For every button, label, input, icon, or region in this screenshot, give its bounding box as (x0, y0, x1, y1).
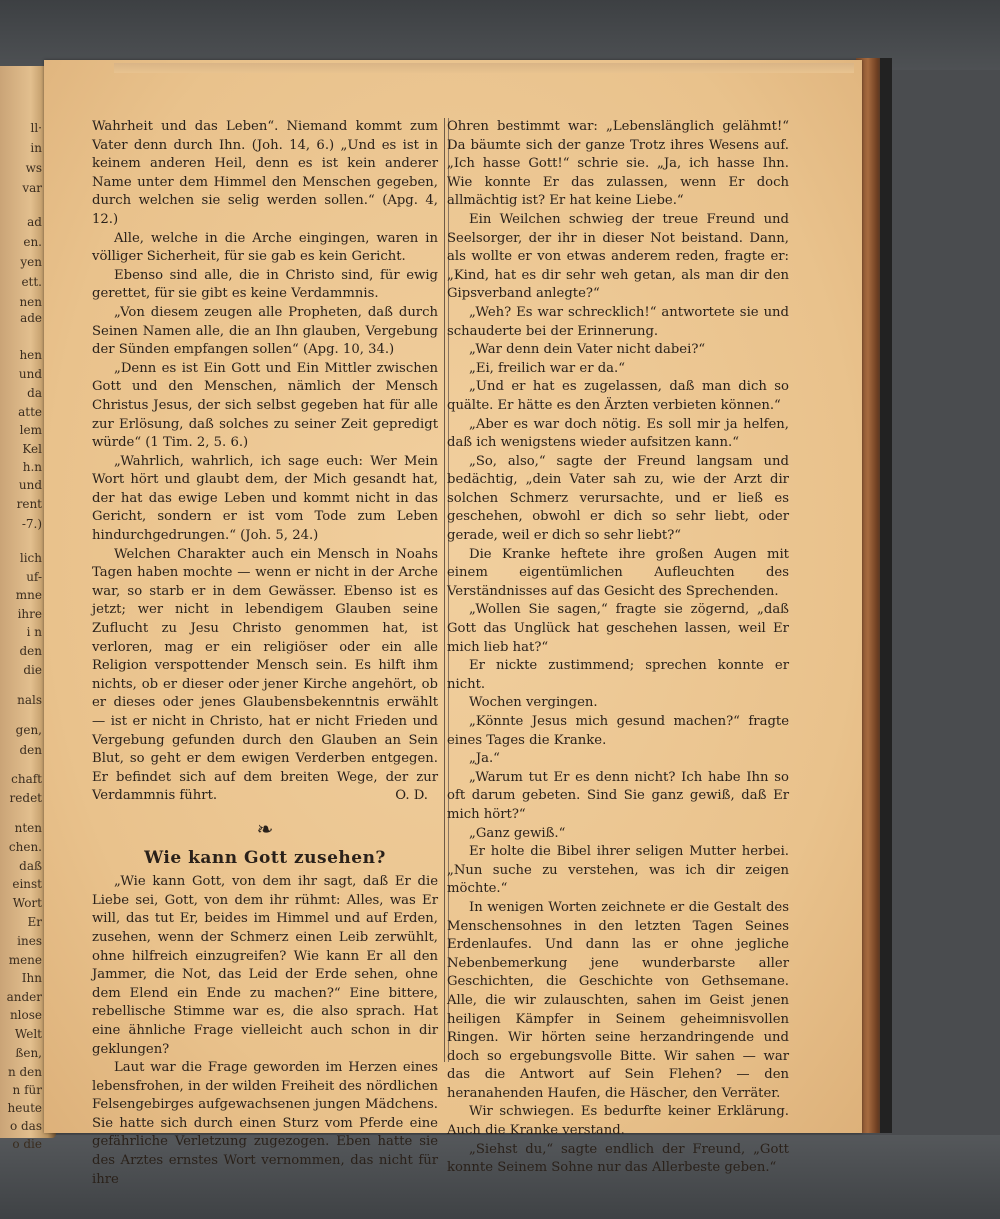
previous-page-text-fragment: daß (19, 859, 42, 873)
previous-page-text-fragment: da (27, 386, 42, 400)
previous-page-text-fragment: und (18, 478, 42, 492)
paragraph: „Ganz gewiß.“ (469, 825, 566, 841)
previous-page-text-fragment: chaft (11, 772, 42, 786)
paragraph: „So, also,“ sagte der Freund langsam und bedächtig, „dein Vater sah zu, wie der Arzt dir solchen Schmerz verursachte, und er ließ es geschehen, obwohl er dich so sehr liebt, oder gerade, weil er dich so sehr liebt?“ (447, 453, 789, 544)
previous-page-text-fragment: Er (27, 915, 42, 929)
paragraph: „Von diesem zeugen alle Propheten, daß durch Seinen Namen alle, die an Ihn glauben, Vergebung der Sünden empfangen sollen“ (Apg. 10, 34.) (92, 304, 438, 358)
paragraph: Wir schwiegen. Es bedurfte keiner Erklärung. Auch die Kranke verstand. (447, 1104, 789, 1139)
previous-page-text-fragment: lich (19, 551, 42, 565)
previous-page-text-fragment: und (18, 367, 42, 381)
previous-page-text-fragment: h.n (22, 460, 42, 474)
previous-page-text-fragment: den (19, 644, 42, 658)
previous-page-text-fragment: o die (12, 1137, 42, 1151)
previous-page-text-fragment: yen (20, 255, 42, 269)
paragraph: Ebenso sind alle, die in Christo sind, für ewig gerettet, für sie gibt es keine Verdammnis. (92, 267, 438, 302)
paragraph: „Denn es ist Ein Gott und Ein Mittler zwischen Gott und den Menschen, nämlich der Mensch Christus Jesus, der sich selbst gegeben hat für alle zur Erlösung, daß solches zu seiner Zeit gepredigt würde“ (1 Tim. 2, 5. 6.) (92, 360, 438, 451)
previous-page-text-fragment: ett. (21, 275, 42, 289)
previous-page-text-fragment: ihre (17, 607, 42, 621)
previous-page-text-fragment: en. (23, 235, 42, 249)
previous-page-text-fragment: ines (17, 934, 42, 948)
previous-page-text-fragment: ßen, (15, 1046, 42, 1060)
paragraph: „Warum tut Er es denn nicht? Ich habe Ihn so oft darum gebeten. Sind Sie ganz gewiß, daß Er mich hört?“ (447, 769, 789, 822)
author-signature: O. D. (395, 788, 428, 804)
previous-page-text-fragment: Kel (22, 442, 42, 456)
paragraph: Ohren bestimmt war: „Lebenslänglich gelähmt!“ Da bäumte sich der ganze Trotz ihres Wesens auf. „Ich hasse Gott!“ schrie sie. „Ja, ich hasse Ihn. Wie konnte Er das zulassen, wenn Er doch allmächtig ist? Er hat keine Liebe.“ (447, 119, 789, 209)
previous-page-text-fragment: lem (19, 423, 42, 437)
previous-page-text-fragment: n den (7, 1065, 42, 1079)
column-divider (444, 118, 445, 1062)
paragraph: „Wollen Sie sagen,“ fragte sie zögernd, „daß Gott das Unglück hat geschehen lassen, weil Er mich lieb hat?“ (447, 602, 789, 655)
paragraph: „War denn dein Vater nicht dabei?“ (469, 342, 706, 358)
previous-page-text-fragment: ade (20, 311, 42, 325)
paragraph: „Wie kann Gott, von dem ihr sagt, daß Er die Liebe sei, Gott, von dem ihr rühmt: Alles, was Er will, das tut Er, beides im Himmel und auf Erden, zusehen, wenn der Schmerz einen Leib zerwühlt, ohne hilfreich einzugreifen? Wie kann Er all den Jammer, die Not, das Leid der Erde sehen, ohne dem Elend ein Ende zu machen?“ Eine bittere, rebellische Stimme war es, die also sprach. Hat eine ähnliche Frage vielleicht auch schon in dir geklungen? (92, 874, 438, 1057)
page-top-shading (114, 63, 854, 73)
book-cover-spine-shadow (880, 58, 892, 1133)
paragraph: Er holte die Bibel ihrer seligen Mutter herbei. „Nun suche zu verstehen, was ich dir zeigen möchte.“ (447, 844, 789, 897)
previous-page-text-fragment: var (22, 181, 42, 195)
previous-page-text-fragment: heute (7, 1101, 42, 1115)
previous-page-text-fragment: nen (19, 295, 42, 309)
previous-page-text-fragment: ad (27, 215, 42, 229)
previous-page-text-fragment: einst (12, 877, 42, 891)
previous-page-text-fragment: gen, (15, 723, 42, 737)
paragraph: „Siehst du,“ sagte endlich der Freund, „Gott konnte Seinem Sohne nur das Allerbeste geben.“ (447, 1141, 789, 1176)
paragraph: Wochen vergingen. (469, 695, 598, 711)
paragraph: Welchen Charakter auch ein Mensch in Noahs Tagen haben mochte — wenn er nicht in der Arche war, so starb er in dem Gewässer. Ebenso ist es jetzt; wer nicht in lebendigem Glauben seine Zuflucht zu Jesu Christo genommen hat, ist verloren, mag er ein religiöser oder ein alle Religion verspottender Mensch sein. Es hilft ihm nichts, ob er dieser oder jener Kirche angehört, ob er dieses oder jenes Glaubensbekenntnis erwählt — ist er nicht in Christo, hat er nicht Frieden und Vergebung gefunden durch den Glauben an Sein Blut, so geht er dem ewigen Verderben entgegen. Er befindet sich auf dem breiten Wege, der zur Verdammnis führt. (92, 546, 438, 804)
paragraph: Alle, welche in die Arche eingingen, waren in völliger Sicherheit, für sie gab es kein Gericht. (92, 230, 438, 265)
previous-page-text-fragment: o das (9, 1119, 42, 1133)
previous-page-text-fragment: die (23, 663, 42, 677)
previous-page-text-fragment: ll· (30, 121, 42, 135)
previous-page-text-fragment: i n (26, 625, 42, 639)
previous-page-text-fragment: den (19, 743, 42, 757)
previous-page-text-fragment: ws (25, 161, 42, 175)
previous-page-text-fragment: mene (8, 953, 42, 967)
paragraph: „Wahrlich, wahrlich, ich sage euch: Wer Mein Wort hört und glaubt dem, der Mich gesandt hat, der hat das ewige Leben und kommt nicht in das Gericht, sondern er ist vom Tode zum Leben hindurchgedrungen.“ (Joh. 5, 24.) (92, 453, 438, 544)
paragraph: „Ei, freilich war er da.“ (469, 360, 625, 376)
paragraph: Er nickte zustimmend; sprechen konnte er nicht. (447, 658, 789, 692)
paragraph: „Ja.“ (469, 751, 500, 767)
ornament-icon: ❧ (256, 816, 274, 841)
paragraph: „Könnte Jesus mich gesund machen?“ fragte eines Tages die Kranke. (447, 714, 789, 748)
previous-page-text-fragment: ander (6, 990, 42, 1004)
paragraph: „Aber es war doch nötig. Es soll mir ja helfen, daß ich wenigstens wieder aufsitzen kann.“ (447, 416, 789, 451)
paragraph: Ein Weilchen schwieg der treue Freund und Seelsorger, der ihr in dieser Not beistand. Dann, als wollte er von etwas anderem reden, fragte er: „Kind, hat es dir sehr weh getan, als man dir den Gipsverband anlegte?“ (447, 211, 789, 302)
paragraph: Wahrheit und das Leben“. Niemand kommt zum Vater denn durch Ihn. (Joh. 14, 6.) „Und es ist in keinem anderen Heil, denn es ist kein anderer Name unter dem Himmel den Menschen gegeben, durch welchen sie selig werden sollen.“ (Apg. 4, 12.) (92, 119, 438, 227)
previous-page-text-fragment: -7.) (21, 517, 42, 531)
previous-page-text-fragment: n für (12, 1083, 42, 1097)
left-column (92, 118, 438, 1189)
previous-page-text-fragment: Welt (14, 1027, 42, 1041)
previous-page-text-fragment: nlose (9, 1008, 42, 1022)
right-column (447, 118, 789, 1178)
paragraph: Die Kranke heftete ihre großen Augen mit einem eigentümlichen Aufleuchten des Verständnisses auf das Gesicht des Sprechenden. (447, 546, 789, 599)
previous-page-text-fragment: rent (16, 497, 42, 511)
paragraph: In wenigen Worten zeichnete er die Gestalt des Menschensohnes in den letzten Tagen Seines Erdenlaufes. Und dann las er ohne jegliche Nebenbemerkung jene wunderbarste aller Geschichten, die Geschichte von Gethsemane. Alle, die wir zulauschten, sahen im Geist jenen heiligen Kämpfer in Seinem geheimnisvollen Ringen. Wir hörten seine herzandringende und doch so ergebungsvolle Bitte. Wir sahen — war das die Antwort auf Sein Flehen? — den heranahenden Haufen, die Häscher, den Verräter. (447, 899, 789, 1101)
previous-page-text-fragment: nals (17, 693, 42, 707)
previous-page-text-fragment: nten (14, 821, 42, 835)
paragraph: „Weh? Es war schrecklich!“ antwortete sie und schauderte bei der Erinnerung. (447, 304, 789, 339)
previous-page-text-fragment: chen. (8, 840, 42, 854)
previous-page-text-fragment: mne (15, 588, 42, 602)
previous-page-text-fragment: redet (9, 791, 42, 805)
previous-page-text-fragment: hen (19, 348, 42, 362)
section-heading: Wie kann Gott zusehen? (144, 847, 386, 868)
paragraph: „Und er hat es zugelassen, daß man dich so quälte. Er hätte es den Ärzten verbieten können.“ (447, 379, 789, 413)
previous-page-text-fragment: Wort (12, 896, 42, 910)
previous-page-text-fragment: in (30, 141, 42, 155)
previous-page-text-fragment: uf- (26, 570, 42, 584)
previous-page-text-fragment: atte (18, 405, 42, 419)
previous-page-text-fragment: Ihn (21, 971, 42, 985)
paragraph: Laut war die Frage geworden im Herzen eines lebensfrohen, in der wilden Freiheit des nördlichen Felsengebirges aufgewachsenen jungen Mädchens. Sie hatte sich durch einen Sturz vom Pferde eine gefährliche Verletzung zugezogen. Eben hatte sie des Arztes ernstes Wort vernommen, das nicht für ihre (92, 1060, 438, 1187)
